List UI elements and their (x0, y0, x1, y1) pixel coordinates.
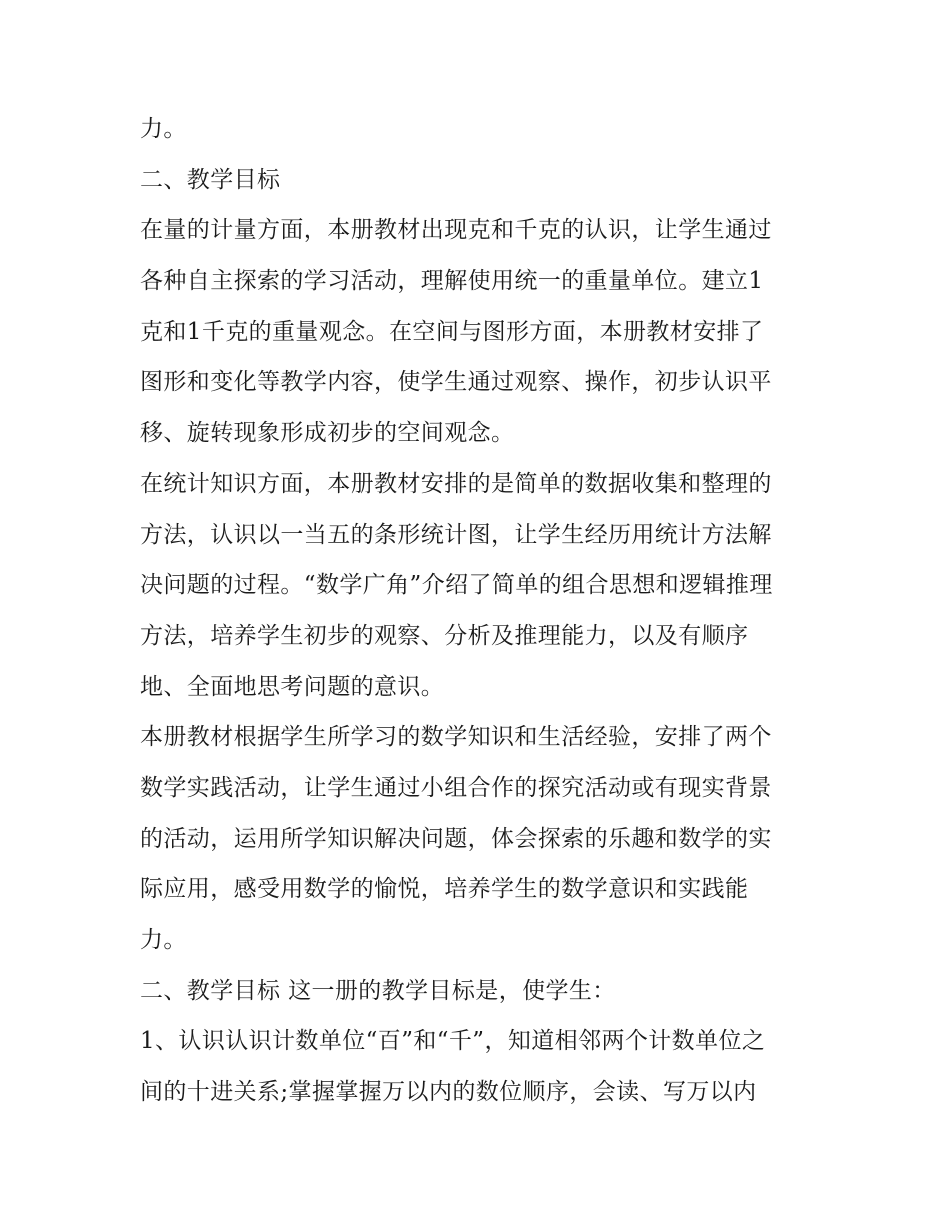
text-line: 方法，培养学生初步的观察、分析及推理能力，以及有顺序 (140, 622, 749, 649)
text-line: 的活动，运用所学知识解决问题，体会探索的乐趣和数学的实 (140, 825, 772, 852)
section-heading: 二、教学目标 这一册的教学目标是，使学生： (140, 977, 616, 1004)
text-line: 各种自主探索的学习活动，理解使用统一的重量单位。建立1 (140, 268, 764, 295)
text-line: 间的十进关系;掌握掌握万以内的数位顺序，会读、写万以内 (140, 1079, 757, 1106)
text-line: 方法，认识以一当五的条形统计图，让学生经历用统计方法解 (140, 521, 772, 548)
text-line: 力。 (140, 116, 187, 142)
section-heading: 二、教学目标 (140, 166, 281, 193)
text-line: 际应用，感受用数学的愉悦，培养学生的数学意识和实践能 (140, 876, 749, 903)
text-line: 移、旋转现象形成初步的空间观念。 (140, 420, 515, 447)
text-line: 克和1千克的重量观念。在空间与图形方面，本册教材安排了 (140, 318, 764, 345)
text-line: 本册教材根据学生所学习的数学知识和生活经验，安排了两个 (140, 724, 772, 751)
text-line: 在量的计量方面，本册教材出现克和千克的认识，让学生通过 (140, 217, 772, 244)
text-line: 在统计知识方面，本册教材安排的是简单的数据收集和整理的 (140, 470, 772, 497)
text-line: 图形和变化等教学内容，使学生通过观察、操作，初步认识平 (140, 369, 772, 396)
document-text (140, 104, 820, 1118)
text-line: 力。 (140, 927, 187, 953)
text-line: 数学实践活动，让学生通过小组合作的探究活动或有现实背景 (140, 774, 772, 801)
text-line: 地、全面地思考问题的意识。 (140, 673, 445, 700)
text-line: 1、认识认识计数单位“百”和“千”，知道相邻两个计数单位之 (140, 1028, 766, 1055)
text-line: 决问题的过程。“数学广角”介绍了简单的组合思想和逻辑推理 (140, 572, 773, 599)
